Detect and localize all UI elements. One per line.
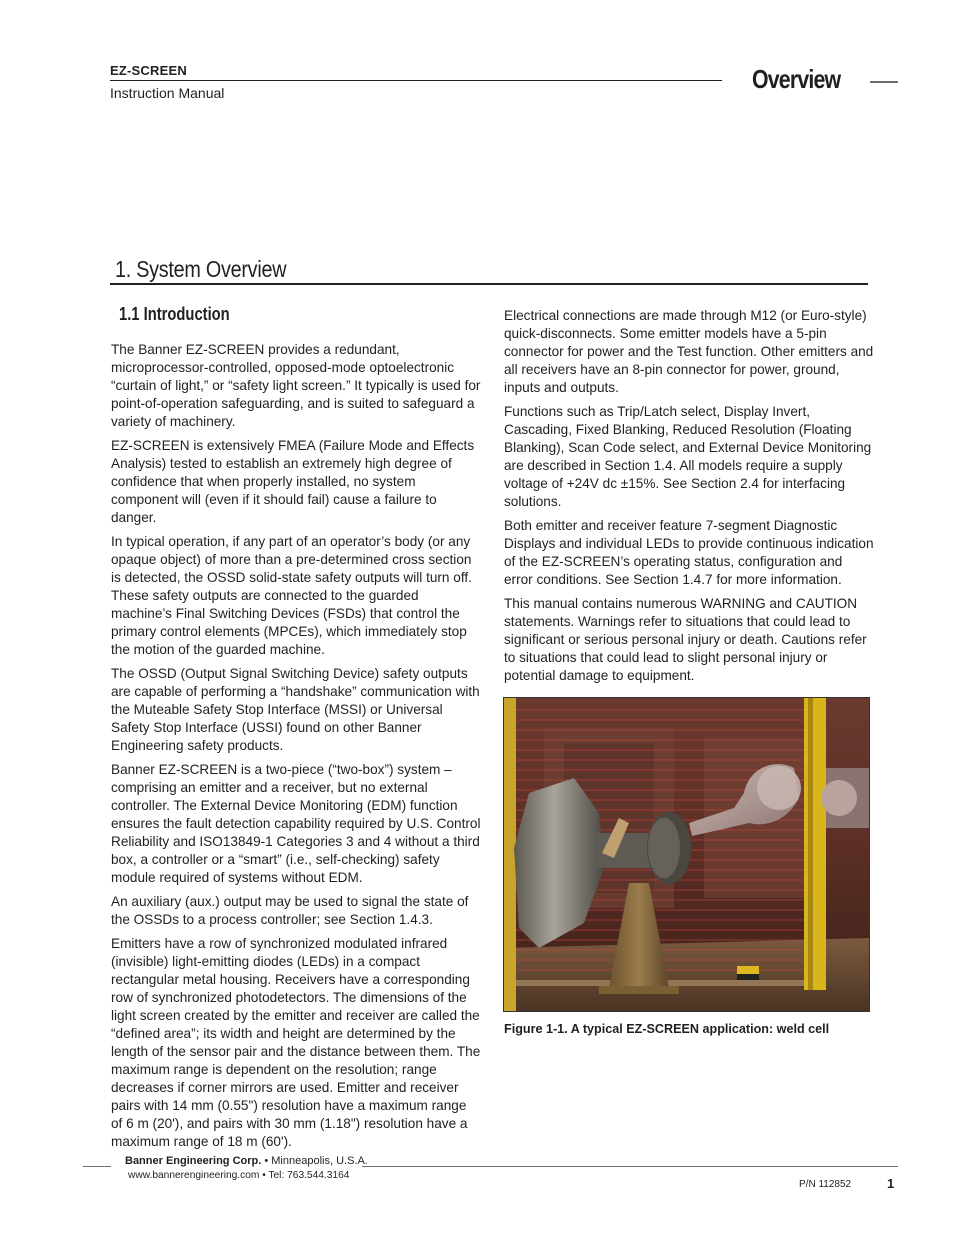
footer-contact: www.bannerengineering.com • Tel: 763.544.3164 (128, 1170, 350, 1181)
paragraph: Electrical connections are made through M12 (or Euro-style) quick-disconnects. Some emitter models have a 5-pin connector for power and the Test function. Other emitters and all receivers have an 8-pin connector for power, ground, inputs and outputs. (504, 308, 874, 395)
manual-type: Instruction Manual (110, 85, 225, 101)
subsection-title: 1.1 Introduction (119, 304, 230, 324)
page-number: 1 (887, 1176, 895, 1191)
left-column (111, 341, 481, 1157)
paragraph: An auxiliary (aux.) output may be used to signal the state of the OSSDs to a process controller; see Section 1.4.3. (111, 894, 469, 927)
header-dash (870, 81, 898, 83)
paragraph: This manual contains numerous WARNING and CAUTION statements. Warnings refer to situations that could lead to significant or serious personal injury or death. Cautions refer to situations that could lead to slight personal injury or potential damage to equipment. (504, 596, 867, 683)
paragraph: The Banner EZ-SCREEN provides a redundant, microprocessor-controlled, opposed-mode optoelectronic “curtain of light,” or “safety light screen.” It typically is used for point-of-operation safeguarding, and is suited to safeguard a variety of machinery. (111, 342, 481, 429)
footer-dash (83, 1166, 111, 1167)
company-location: • Minneapolis, U.S.A. (261, 1155, 368, 1167)
header-rule (110, 80, 722, 81)
paragraph: Functions such as Trip/Latch select, Display Invert, Cascading, Fixed Blanking, Reduced Resolution (Floating Blanking), Scan Code select, and External Device Monitoring are described in Section 1.4. All models require a supply voltage of +24V dc ±15%. See Section 2.4 for interfacing solutions. (504, 404, 872, 509)
section-title: 1. System Overview (115, 256, 287, 282)
footer-company (125, 1155, 368, 1167)
section-rule (110, 283, 868, 285)
product-name: EZ-SCREEN (110, 63, 187, 78)
chapter-title: Overview (752, 64, 841, 94)
paragraph: Banner EZ-SCREEN is a two-piece (“two-box”) system – comprising an emitter and a receiver, but no external controller. The External Device Monitoring (EDM) function ensures the fault detection capability required by U.S. Control Reliability and ISO13849-1 Categories 3 and 4 without a third box, a controller or a “smart” (i.e., self-checking) safety module required of systems without EDM. (111, 762, 481, 885)
paragraph: EZ-SCREEN is extensively FMEA (Failure Mode and Effects Analysis) tested to establish an extremely high degree of confidence that when properly installed, no system component will (even if it should fail) cause a failure to danger. (111, 438, 475, 525)
part-number: P/N 112852 (799, 1179, 852, 1190)
paragraph: The OSSD (Output Signal Switching Device) safety outputs are capable of performing a “handshake” communication with the Muteable Safety Stop Interface (MSSI) or Universal Safety Stop Interface (USSI) found on other Banner Engineering safety products. (111, 666, 480, 753)
footer-rule (362, 1166, 898, 1167)
weld-cell-figure (503, 697, 870, 1012)
paragraph: Both emitter and receiver feature 7-segment Diagnostic Displays and individual LEDs to provide continuous indication of the EZ-SCREEN’s operating status, configuration and error conditions. See Section 1.4.7 for more information. (504, 518, 874, 587)
weld-cell-illustration (504, 698, 870, 1012)
figure-caption: Figure 1-1. A typical EZ-SCREEN application: weld cell (504, 1022, 830, 1036)
right-column (504, 307, 874, 691)
company-name: Banner Engineering Corp. (125, 1155, 262, 1167)
paragraph: Emitters have a row of synchronized modulated infrared (invisible) light-emitting diodes (LEDs) in a compact rectangular metal housing. Receivers have a corresponding row of synchronized photodetectors. The dimensions of the light screen created by the emitter and receiver are called the “defined area”; its width and height are determined by the length of the sensor pair and the distance between them. The maximum range is dependent on the resolution; range decreases if corner mirrors are used. Emitter and receiver pairs with 14 mm (0.55") resolution have a maximum range of 6 m (20'), and pairs with 30 mm (1.18") resolution have a maximum range of 18 m (60'). (111, 936, 481, 1149)
paragraph: In typical operation, if any part of an operator’s body (or any opaque object) of more than a pre-determined cross section is detected, the OSSD solid-state safety outputs will turn off. These safety outputs are connected to the guarded machine’s Final Switching Devices (FSDs) that control the primary control elements (MPCEs), which immediately stop the motion of the guarded machine. (111, 534, 472, 657)
